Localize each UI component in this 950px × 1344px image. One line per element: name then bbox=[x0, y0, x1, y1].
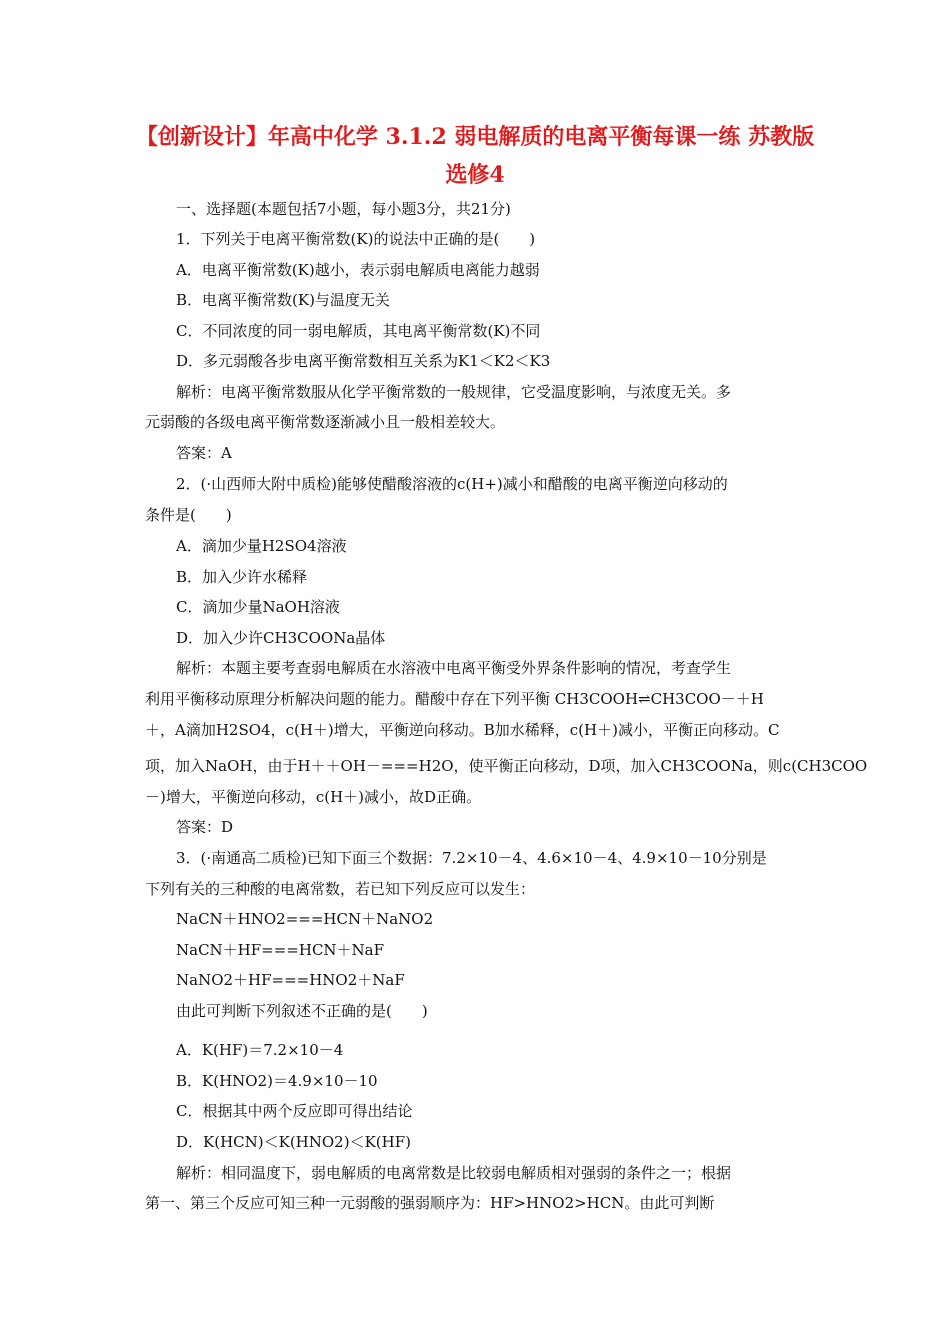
q3-option-c: C．根据其中两个反应即可得出结论 bbox=[176, 1102, 413, 1120]
section-heading: 一、选择题(本题包括7小题，每小题3分，共21分) bbox=[176, 200, 511, 218]
q2-stem-line-1: 2．(·山西师大附中质检)能够使醋酸溶液的c(H+)减小和醋酸的电离平衡逆向移动的 bbox=[176, 475, 728, 493]
q3-reaction-1: NaCN＋HNO2===HCN＋NaNO2 bbox=[176, 910, 434, 928]
q3-option-a: A．K(HF)＝7.2×10－4 bbox=[176, 1041, 344, 1059]
q3-analysis-line-2: 第一、第三个反应可知三种一元弱酸的强弱顺序为：HF>HNO2>HCN。由此可判断 bbox=[145, 1194, 715, 1212]
q2-analysis-line-4: 项，加入NaOH，由于H＋＋OH－===H2O，使平衡正向移动，D项，加入CH3COONa，则c(CH3COO bbox=[145, 757, 868, 775]
q2-option-c: C．滴加少量NaOH溶液 bbox=[176, 598, 340, 616]
q3-option-d: D．K(HCN)＜K(HNO2)＜K(HF) bbox=[176, 1133, 411, 1151]
q1-stem: 1．下列关于电离平衡常数(K)的说法中正确的是( ) bbox=[176, 230, 536, 248]
q2-answer: 答案：D bbox=[176, 818, 234, 836]
q2-stem-line-2: 条件是( ) bbox=[145, 506, 232, 524]
q3-question: 由此可判断下列叙述不正确的是( ) bbox=[176, 1002, 428, 1020]
q3-stem-line-1: 3．(·南通高二质检)已知下面三个数据：7.2×10－4、4.6×10－4、4.9×10－10分别是 bbox=[176, 849, 767, 867]
q3-option-b: B．K(HNO2)＝4.9×10－10 bbox=[176, 1072, 378, 1090]
q3-reaction-2: NaCN＋HF===HCN＋NaF bbox=[176, 941, 385, 959]
q3-analysis-line-1: 解析：相同温度下，弱电解质的电离常数是比较弱电解质相对强弱的条件之一；根据 bbox=[176, 1164, 732, 1182]
q1-analysis-line-2: 元弱酸的各级电离平衡常数逐渐减小且一般相差较大。 bbox=[145, 413, 506, 431]
q2-option-d: D．加入少许CH3COONa晶体 bbox=[176, 629, 386, 647]
q2-option-a: A．滴加少量H2SO4溶液 bbox=[176, 537, 347, 555]
q1-option-a: A．电离平衡常数(K)越小，表示弱电解质电离能力越弱 bbox=[176, 261, 540, 279]
q2-analysis-line-3: ＋，A滴加H2SO4，c(H＋)增大，平衡逆向移动。B加水稀释，c(H＋)减小，平衡正向移动。C bbox=[145, 721, 780, 739]
document-title: 【创新设计】年高中化学 3.1.2 弱电解质的电离平衡每课一练 苏教版选修4 bbox=[135, 124, 815, 188]
q1-analysis-line-1: 解析：电离平衡常数服从化学平衡常数的一般规律，它受温度影响，与浓度无关。多 bbox=[176, 383, 732, 401]
q2-option-b: B．加入少许水稀释 bbox=[176, 568, 308, 586]
q1-answer: 答案：A bbox=[176, 444, 232, 462]
q3-reaction-3: NaNO2＋HF===HNO2＋NaF bbox=[176, 971, 405, 989]
q2-analysis-line-2: 利用平衡移动原理分析解决问题的能力。醋酸中存在下列平衡 CH3COOH⇌CH3COO－＋H bbox=[145, 690, 764, 708]
q3-stem-line-2: 下列有关的三种酸的电离常数，若已知下列反应可以发生： bbox=[145, 880, 536, 898]
q2-analysis-line-1: 解析：本题主要考查弱电解质在水溶液中电离平衡受外界条件影响的情况，考查学生 bbox=[176, 659, 732, 677]
q1-option-d: D．多元弱酸各步电离平衡常数相互关系为K1＜K2＜K3 bbox=[176, 352, 551, 370]
q1-option-b: B．电离平衡常数(K)与温度无关 bbox=[176, 291, 390, 309]
q2-analysis-line-5: －)增大，平衡逆向移动，c(H＋)减小，故D正确。 bbox=[145, 788, 482, 806]
q1-option-c: C．不同浓度的同一弱电解质，其电离平衡常数(K)不同 bbox=[176, 322, 541, 340]
